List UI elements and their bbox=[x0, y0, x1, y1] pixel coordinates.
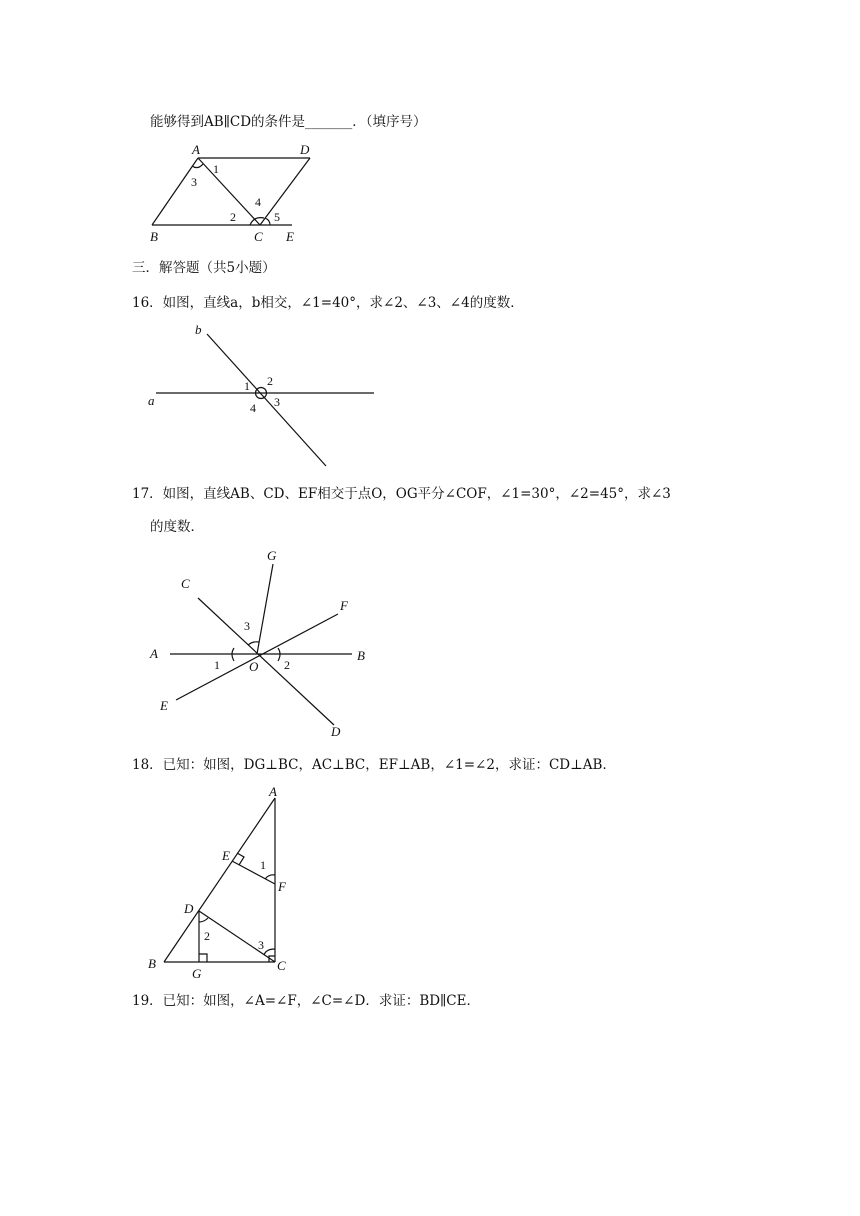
angle-3-label: 3 bbox=[191, 175, 197, 189]
q18-text: 18．已知：如图，DG⊥BC，AC⊥BC，EF⊥AB，∠1=∠2，求证：CD⊥AB． bbox=[132, 757, 616, 773]
angle-1-label: 1 bbox=[260, 858, 266, 872]
point-A-label: A bbox=[150, 646, 158, 661]
section-title: 三．解答题（共5小题） bbox=[132, 260, 276, 276]
q17-text-line2: 的度数． bbox=[150, 519, 204, 535]
point-D-label: D bbox=[331, 724, 341, 739]
figure-15-parallelogram bbox=[140, 140, 320, 246]
figure-16-intersecting-lines bbox=[140, 320, 390, 470]
angle-1-label: 1 bbox=[244, 379, 250, 393]
point-E-label: E bbox=[286, 229, 294, 244]
point-B-label: B bbox=[150, 229, 158, 244]
point-O-label: O bbox=[249, 659, 259, 674]
point-A-label: A bbox=[192, 142, 200, 157]
point-C-label: C bbox=[254, 229, 263, 244]
line-a-label: a bbox=[148, 393, 155, 408]
point-D-label: D bbox=[300, 142, 310, 157]
point-G-label: G bbox=[267, 548, 277, 563]
q17-text-line1: 17．如图，直线AB、CD、EF相交于点O，OG平分∠COF，∠1=30°，∠2=45°，求∠3 bbox=[132, 486, 671, 502]
angle-2-label: 2 bbox=[267, 374, 273, 388]
angle-4-label: 4 bbox=[255, 195, 261, 209]
point-C-label: C bbox=[277, 958, 286, 973]
q16-text: 16．如图，直线a，b相交，∠1=40°，求∠2、∠3、∠4的度数． bbox=[132, 295, 524, 311]
angle-2-label: 2 bbox=[284, 658, 290, 672]
point-E-label: E bbox=[160, 698, 168, 713]
point-F-label: F bbox=[340, 598, 348, 613]
line-b-label: b bbox=[195, 322, 202, 337]
angle-2-label: 2 bbox=[204, 929, 210, 943]
point-B-label: B bbox=[148, 956, 156, 971]
q19-text: 19．已知：如图，∠A=∠F，∠C=∠D．求证：BD∥CE． bbox=[132, 993, 480, 1009]
point-E-label: E bbox=[222, 848, 230, 863]
angle-4-label: 4 bbox=[250, 401, 256, 415]
figure-18-right-triangle bbox=[140, 782, 300, 982]
point-D-label: D bbox=[184, 901, 194, 916]
figure-17-lines-through-O bbox=[140, 540, 390, 740]
point-F-label: F bbox=[278, 879, 286, 894]
angle-3-label: 3 bbox=[274, 395, 280, 409]
q15-condition-text: 能够得到AB∥CD的条件是_______．（填序号） bbox=[150, 114, 427, 130]
angle-3-label: 3 bbox=[244, 619, 250, 633]
point-A-label: A bbox=[269, 784, 277, 799]
angle-1-label: 1 bbox=[214, 658, 220, 672]
point-C-label: C bbox=[181, 576, 190, 591]
angle-5-label: 5 bbox=[274, 210, 280, 224]
point-G-label: G bbox=[192, 966, 202, 981]
angle-3-label: 3 bbox=[258, 938, 264, 952]
point-B-label: B bbox=[357, 648, 365, 663]
angle-1-label: 1 bbox=[213, 162, 219, 176]
angle-2-label: 2 bbox=[230, 210, 236, 224]
